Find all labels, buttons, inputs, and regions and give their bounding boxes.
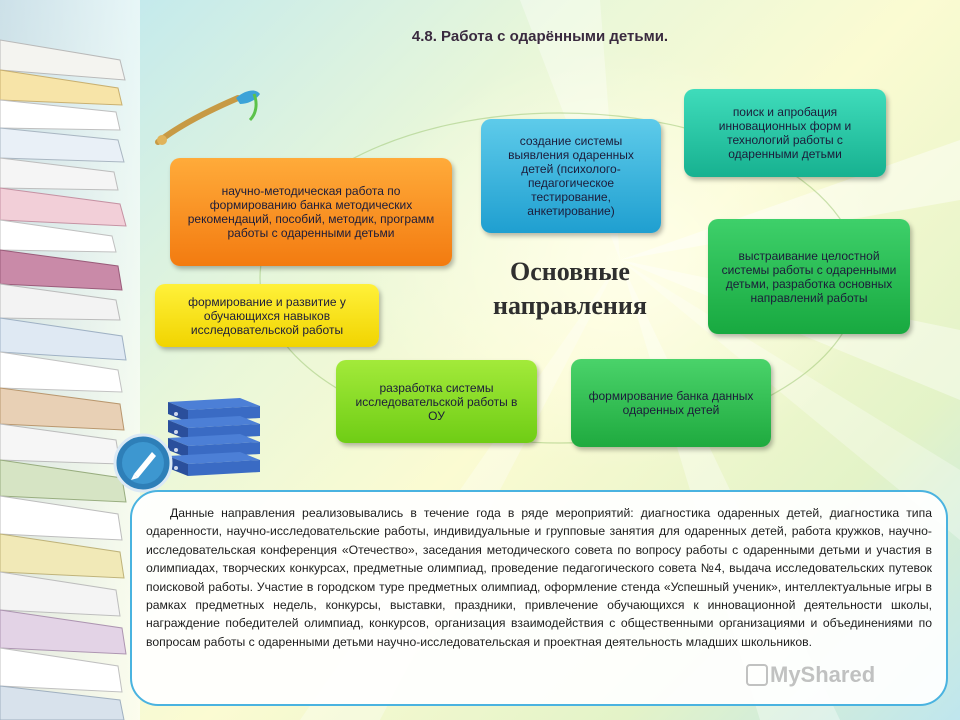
- node-research-system: разработка системы исследовательской работы в ОУ: [336, 360, 537, 443]
- node-data-bank: формирование банка данных одаренных детей: [571, 359, 771, 447]
- center-label-line2: направления: [493, 291, 647, 320]
- node-innovative-forms: поиск и апробация инновационных форм и технологий работы с одаренными детьми: [684, 89, 886, 177]
- watermark-text: MyShared: [770, 662, 876, 687]
- paintbrush-icon: [150, 80, 265, 160]
- books-icon: [160, 396, 268, 488]
- node-research-skills: формирование и развитие у обучающихся навыков исследовательской работы: [155, 284, 379, 347]
- center-label: [470, 255, 670, 323]
- node-methodical-work: научно-методическая работа по формированию банка методических рекомендаций, пособий, методик, программ работы с одаренными детьми: [170, 158, 452, 266]
- pen-circle-icon: [112, 432, 174, 494]
- node-integral-system: выстраивание целостной системы работы с одаренными детьми, разработка основных направлений работы: [708, 219, 910, 334]
- description-text: Данные направления реализовывались в течение года в ряде мероприятий: диагностика одаренных детей, диагностика типа одаренности, научно-исследовательские работы, индивидуальные и групповые занятия для одаренных детей, работа кружков, научно-исследовательская конференция «Отечество», заседания методического совета по вопросу работы с одаренными детьми и участия в олимпиадах, творческих конкурсах, предметные олимпиад, проведение педагогического совета №4, выдача исследовательских путевок поисковой работы. Участие в городском туре предметных олимпиад, оформление стенда «Успешный ученик», интеллектуальные игры в рамках предметных недель, конкурсы, выставки, праздники, привлечение обучающихся к инновационной деятельности школы, награждение победителей олимпиад, конкурсов, организация взаимодействия с общественными организациями и объединениями по вопросам работы с одаренными детьми научно-исследовательская и проектная деятельность младших школьников.: [146, 506, 932, 649]
- node-identification-system: создание системы выявления одаренных детей (психолого-педагогическое тестирование, анкетирование): [481, 119, 661, 233]
- paper-stack-illustration: [0, 0, 140, 720]
- slide-title: 4.8. Работа с одарёнными детьми.: [411, 28, 669, 45]
- center-label-line1: Основные: [510, 257, 630, 286]
- watermark-icon: [746, 664, 768, 686]
